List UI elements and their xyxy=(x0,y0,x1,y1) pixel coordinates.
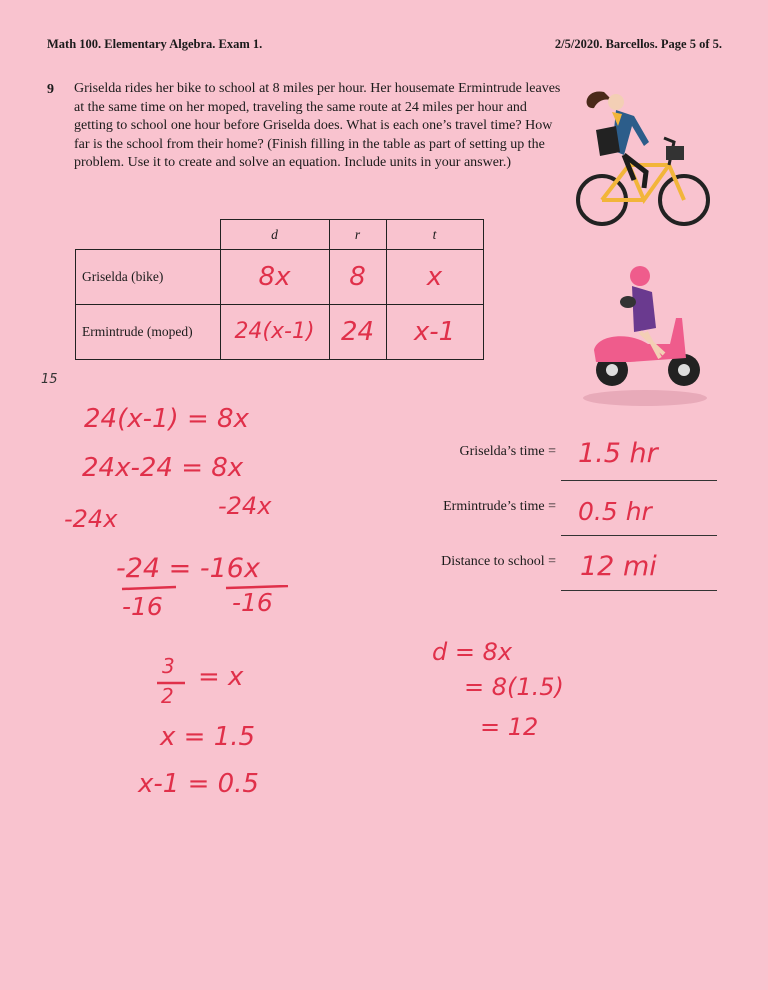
cell-d: 24(x-1) xyxy=(234,319,315,344)
answer-line-griselda xyxy=(561,480,717,481)
exam-header-right: 2/5/2020. Barcellos. Page 5 of 5. xyxy=(554,37,722,51)
work-line-7: x = 1.5 xyxy=(160,722,256,752)
cell-d: 8x xyxy=(258,262,291,292)
rider-head xyxy=(608,94,624,110)
question-text: Griselda rides her bike to school at 8 miles per hour. Her housemate Ermintrude leaves at the same time on her moped, traveling the same route at 24 miles per hour and getting to school one hour before Griselda does. What is each one’s travel time? How far is the school from their home? (Finish filling in the table as part of setting up the problem. Use it to create and solve an equation. Include units in your answer.) xyxy=(74,81,561,170)
work-line-5a: -16 xyxy=(122,592,163,621)
answer-value-ermintrude: 0.5 hr xyxy=(578,497,652,526)
rider-bag xyxy=(596,126,620,156)
row-label: Griselda (bike) xyxy=(76,250,221,305)
answer-line-distance xyxy=(561,590,717,591)
answer-label-griselda: Griselda’s time = xyxy=(459,444,556,459)
header-t: t xyxy=(386,220,483,250)
rider-helmet xyxy=(630,266,650,286)
bike-illustration xyxy=(574,80,714,230)
moped-shadow xyxy=(583,390,707,406)
work-line-3b: -24x xyxy=(218,492,272,520)
work-line-2: 24x-24 = 8x xyxy=(82,453,244,483)
distance-work-line-3: = 12 xyxy=(480,713,539,741)
answer-value-griselda: 1.5 hr xyxy=(578,438,658,469)
work-line-5b: -16 xyxy=(232,588,273,617)
exam-header-left: Math 100. Elementary Algebra. Exam 1. xyxy=(47,37,263,51)
bike-basket xyxy=(666,146,684,160)
fraction-rhs: = x xyxy=(198,662,244,692)
question-number: 9 xyxy=(47,82,54,97)
table-row xyxy=(76,250,484,305)
rider-purse xyxy=(620,296,636,308)
header-r: r xyxy=(329,220,386,250)
table-row xyxy=(76,305,484,360)
cell-t: x xyxy=(426,262,443,292)
fraction-denominator: 2 xyxy=(161,684,174,708)
cell-t: x-1 xyxy=(413,317,456,347)
work-line-1: 24(x-1) = 8x xyxy=(84,404,249,434)
answer-label-distance: Distance to school = xyxy=(441,554,556,569)
header-d: d xyxy=(220,220,329,250)
drt-table xyxy=(75,219,484,360)
work-line-3a: -24x xyxy=(64,505,118,533)
cell-r: 24 xyxy=(340,317,375,347)
rider-dress xyxy=(632,286,656,332)
cell-r: 8 xyxy=(349,262,366,292)
score-mark: 15 xyxy=(41,372,58,387)
distance-work-line-1: d = 8x xyxy=(432,638,513,666)
answer-line-ermintrude xyxy=(561,535,717,536)
row-label: Ermintrude (moped) xyxy=(76,305,221,360)
work-line-4: -24 = -16x xyxy=(116,553,260,584)
moped-illustration xyxy=(560,258,710,408)
answer-label-ermintrude: Ermintrude’s time = xyxy=(443,499,556,514)
distance-work-line-2: = 8(1.5) xyxy=(464,673,564,701)
work-line-8: x-1 = 0.5 xyxy=(138,769,259,799)
fraction-numerator: 3 xyxy=(162,654,175,678)
answer-value-distance: 12 mi xyxy=(580,551,657,582)
